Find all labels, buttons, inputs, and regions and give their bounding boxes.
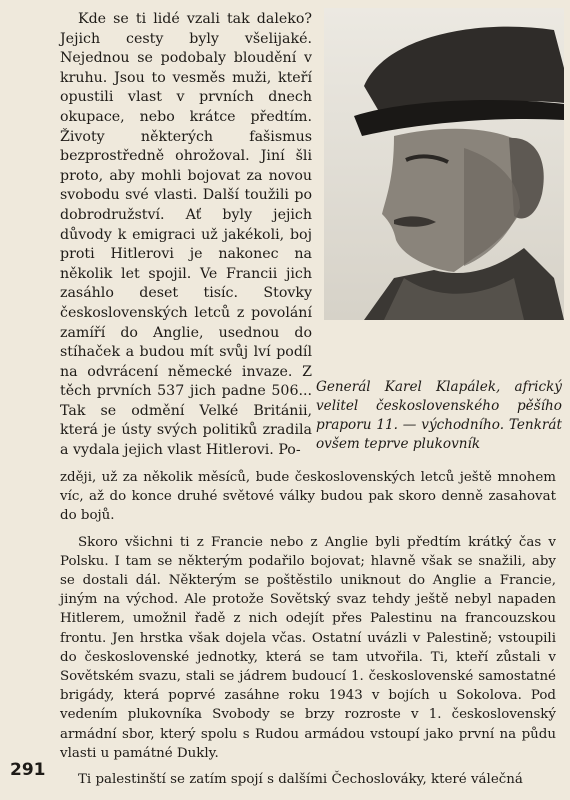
page-number: 291	[10, 760, 46, 780]
body-paragraph-last: Ti palestinští se zatím spojí s dalšími Čechoslováky, které válečná	[78, 772, 523, 788]
portrait-photo	[324, 8, 564, 320]
photo-caption: Generál Karel Klapálek, africký velitel československého pěšího praporu 11. — východního. Tenkrát ovšem teprve plukovník	[316, 379, 562, 452]
left-paragraph: Kde se ti lidé vzali tak daleko? Jejich cesty byly všelijaké. Nejednou se podobaly bloudění v kruhu. Jsou to vesměs muži, kteří opustili vlast v prvních dnech okupace, nebo krátce předtím. Životy některých fašismus bezprostředně ohrožoval. Jiní šli proto, aby mohli bojovat za novou svobodu své vlasti. Další toužili po dobrodružství. Ať byly jejich důvody k emigraci už jakékoli, boj proti Hitlerovi je nakonec na několik let spojil. Ve Francii jich zasáhlo deset tisíc. Stovky československých letců z povolání zamíří do Anglie, usednou do stíhaček a budou mít svůj lví podíl na odvrácení německé invaze. Z těch prvních 537 jich padne 506... Tak se odmění Velké Británii, která je ústy svých politiků zradila a vydala jejich vlast Hitlerovi. Po-	[60, 11, 312, 459]
left-text-column	[60, 10, 312, 461]
full-width-text	[60, 468, 556, 789]
continuation-paragraph: zději, už za několik měsíců, bude československých letců ještě mnohem víc, až do konce druhé světové války budou pak skoro denně zasahovat do bojů.	[60, 470, 556, 524]
body-paragraph: Skoro všichni ti z Francie nebo z Anglie byli předtím krátký čas v Polsku. I tam se některým podařilo bojovat; hlavně však se snažili, aby se dostali dál. Některým se poštěstilo uniknout do Anglie a Francie, jiným na východ. Ale protože Sovětský svaz tehdy ještě nebyl napaden Hitlerem, umožnil řadě z nich odejít přes Palestinu na francouzskou frontu. Jen hrstka však dojela včas. Ostatní uvázli v Palestině; vstoupili do československé jednotky, která se tam utvořila. Ti, kteří zůstali v Sovětském svazu, stali se jádrem budoucí 1. československé samostatné brigády, která poprvé zasáhne roku 1943 v bojích u Sokolova. Pod vedením plukovníka Svobody se brzy rozroste v 1. československý armádní sbor, který spolu s Rudou armádou vstoupí jako první na půdu vlasti u památné Dukly.	[60, 534, 556, 761]
portrait-illustration	[324, 8, 564, 320]
